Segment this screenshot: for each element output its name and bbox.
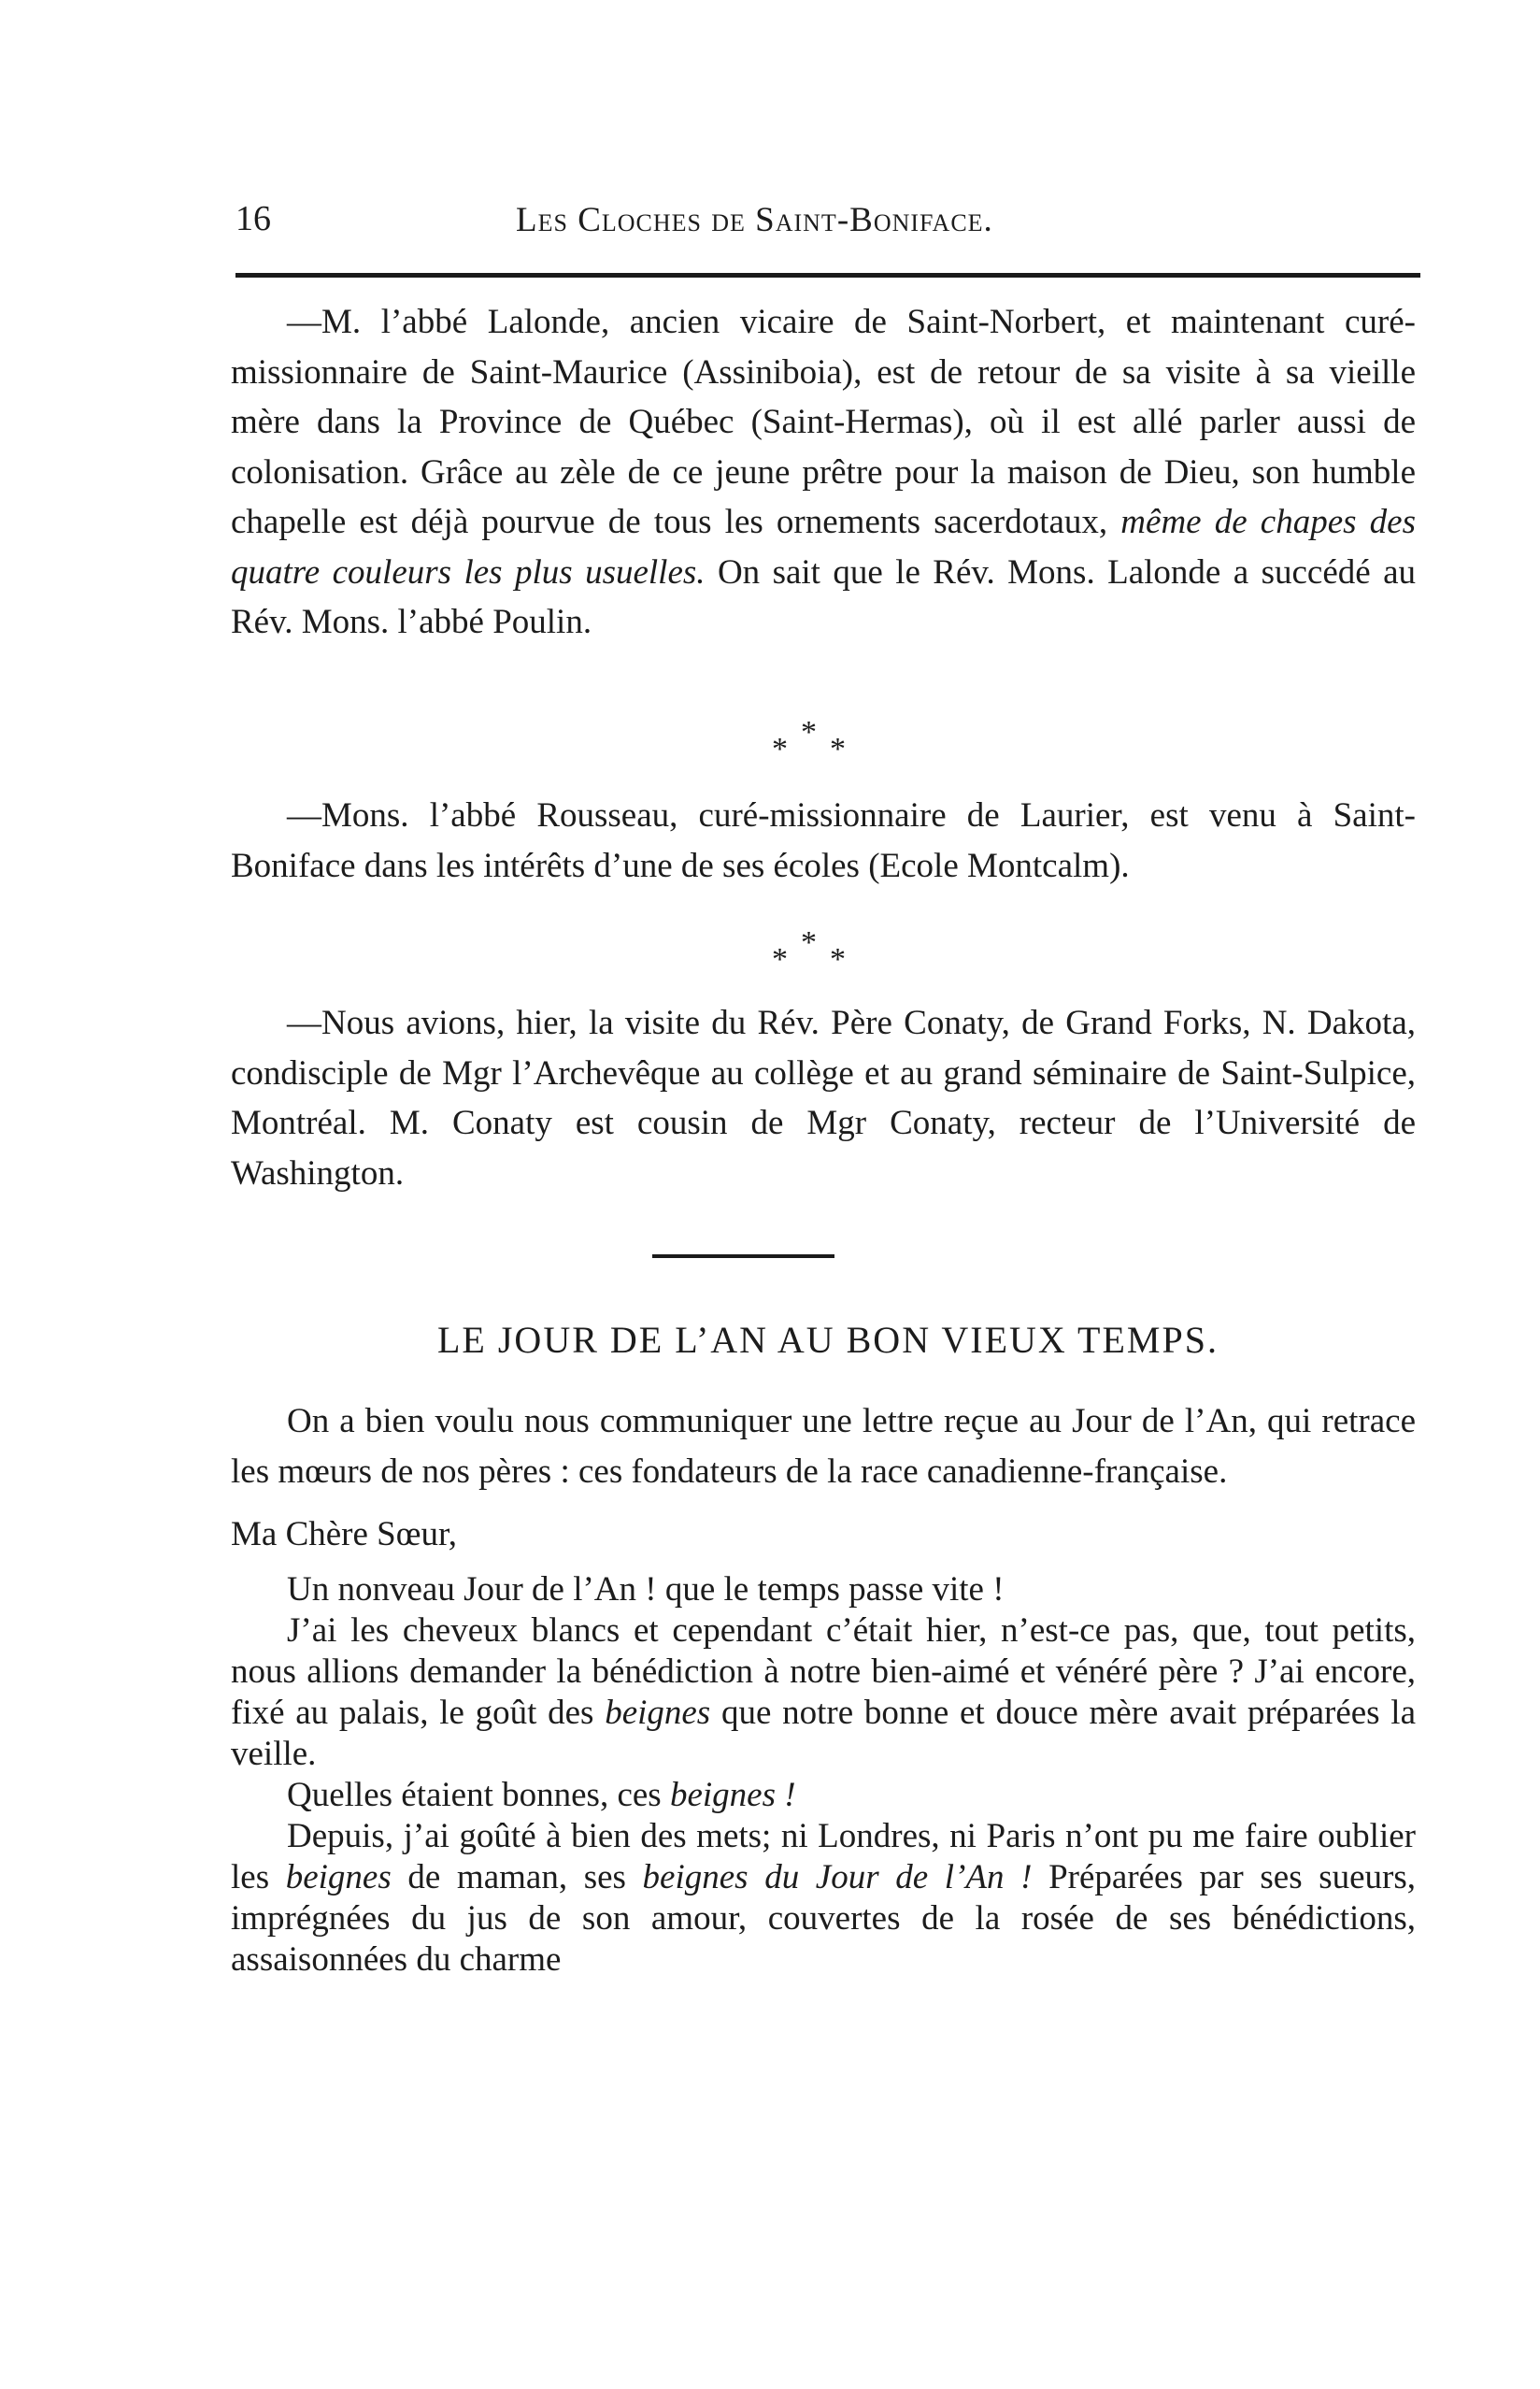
asterism-separator: * * * — [772, 715, 846, 766]
page-number: 16 — [235, 199, 271, 238]
news-item-conaty — [231, 998, 1416, 1198]
paragraph: Depuis, j’ai goûté à bien des mets; ni Londres, ni Paris n’ont pu me faire oublier les beignes de maman, ses beignes du Jour de l’An ! Préparées par ses sueurs, imprégnées du jus de son amour, couvertes de la rosée de ses bénédictions, assaisonnées du charme — [231, 1816, 1416, 1979]
paragraph: J’ai les cheveux blancs et cependant c’était hier, n’est-ce pas, que, tout petits, nous allions demander la bénédiction à notre bien-aimé et vénéré père ? J’ai encore, fixé au palais, le goût des beignes que notre bonne et douce mère avait préparées la veille. — [231, 1610, 1416, 1773]
section-rule — [652, 1254, 834, 1258]
salutation: Ma Chère Sœur, — [231, 1515, 458, 1553]
news-item-lalonde — [231, 297, 1416, 648]
paragraph: Un nonveau Jour de l’An ! que le temps passe vite ! — [287, 1569, 1005, 1609]
letter-section — [231, 1396, 1416, 1981]
paragraph: —Nous avions, hier, la visite du Rév. Père Conaty, de Grand Forks, N. Dakota, condisciple de Mgr l’Archevêque au collège et au grand séminaire de Saint-Sulpice, Montréal. M. Conaty est cousin de Mgr Conaty, recteur de l’Université de Washington. — [231, 1004, 1416, 1193]
paragraph: Quelles étaient bonnes, ces beignes ! — [287, 1775, 796, 1814]
paragraph: —M. l’abbé Lalonde, ancien vicaire de Saint-Norbert, et maintenant curé-missionnaire de Saint-Maurice (Assiniboia), est de retour de sa visite à sa vieille mère dans la Province de Québec (Saint-Hermas), où il est allé parler aussi de colonisation. Grâce au zèle de ce jeune prêtre pour la maison de Dieu, son humble chapelle est déjà pourvue de tous les ornements sacerdotaux, même de chapes des quatre couleurs les plus usuelles. On sait que le Rév. Mons. Lalonde a succédé au Rév. Mons. l’abbé Poulin. — [231, 303, 1417, 641]
header-rule — [235, 273, 1420, 278]
news-item-rousseau — [231, 791, 1416, 891]
running-title: Les Cloches de Saint-Boniface. — [516, 201, 993, 239]
page-header — [235, 198, 1420, 254]
paragraph: —Mons. l’abbé Rousseau, curé-missionnaire de Laurier, est venu à Saint-Boniface dans les intérêts d’une de ses écoles (Ecole Montcalm). — [231, 796, 1416, 885]
section-title: LE JOUR DE L’AN AU BON VIEUX TEMPS. — [437, 1319, 1219, 1361]
intro-paragraph: On a bien voulu nous communiquer une lettre reçue au Jour de l’An, qui retrace les mœurs de nos pères : ces fondateurs de la race canadienne-française. — [231, 1402, 1416, 1491]
asterism-separator: * * * — [772, 925, 846, 977]
